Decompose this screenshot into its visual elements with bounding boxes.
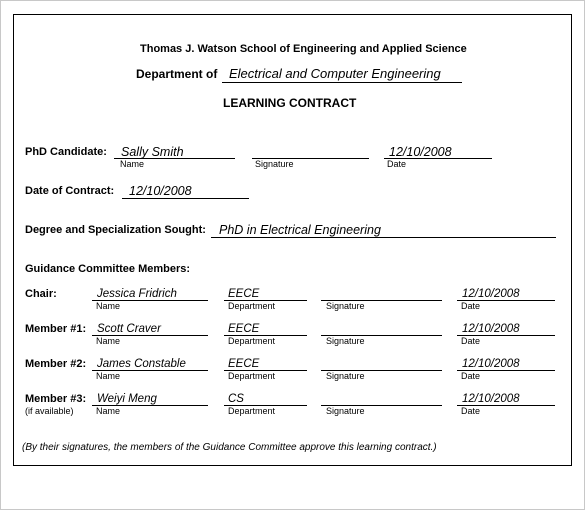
member-1-signature-caption: Signature — [326, 336, 365, 346]
candidate-date: 12/10/2008 — [389, 145, 452, 159]
degree-label: Degree and Specialization Sought: — [25, 224, 206, 236]
member-3-date-caption: Date — [461, 406, 481, 416]
member-2-signature-caption: Signature — [326, 371, 365, 381]
contract-date-label: Date of Contract: — [25, 185, 115, 197]
member-2-department-caption: Department — [228, 371, 276, 381]
candidate-signature-caption: Signature — [255, 159, 294, 169]
department-value: Electrical and Computer Engineering — [229, 66, 441, 81]
chair-name: Jessica Fridrich — [97, 288, 177, 300]
form-title: LEARNING CONTRACT — [223, 96, 357, 110]
member-2-date-caption: Date — [461, 371, 481, 381]
member-1-department-caption: Department — [228, 336, 276, 346]
member-3-signature-caption: Signature — [326, 406, 365, 416]
school-name: Thomas J. Watson School of Engineering and Applied Science — [140, 43, 467, 55]
candidate-label: PhD Candidate: — [25, 146, 107, 158]
member-3-department-caption: Department — [228, 406, 276, 416]
member-1-name-caption: Name — [96, 336, 121, 346]
chair-label: Chair: — [25, 288, 57, 300]
contract-date-value: 12/10/2008 — [129, 184, 192, 198]
chair-department: EECE — [228, 288, 260, 300]
chair-name-caption: Name — [96, 301, 121, 311]
chair-date: 12/10/2008 — [462, 288, 520, 300]
candidate-name-caption: Name — [120, 159, 145, 169]
candidate-name: Sally Smith — [121, 145, 184, 159]
candidate-date-caption: Date — [387, 159, 407, 169]
department-label: Department of — [136, 67, 218, 81]
member-3-date: 12/10/2008 — [462, 393, 520, 405]
contract-date-line — [122, 198, 249, 199]
department-underline — [222, 82, 462, 83]
member-1-date: 12/10/2008 — [462, 323, 520, 335]
learning-contract-form — [13, 14, 572, 466]
member-1-date-caption: Date — [461, 336, 481, 346]
member-2-date: 12/10/2008 — [462, 358, 520, 370]
member-3-name-caption: Name — [96, 406, 121, 416]
member-1-label: Member #1: — [25, 323, 87, 335]
member-2-department: EECE — [228, 358, 260, 370]
chair-signature-caption: Signature — [326, 301, 365, 311]
member-3-label: Member #3: — [25, 393, 87, 405]
chair-department-caption: Department — [228, 301, 276, 311]
member-1-department: EECE — [228, 323, 260, 335]
member-1-name: Scott Craver — [97, 323, 161, 335]
member-3-name: Weiyi Meng — [97, 393, 157, 405]
member-2-label: Member #2: — [25, 358, 87, 370]
member-2-name-caption: Name — [96, 371, 121, 381]
member-3-department: CS — [228, 393, 244, 405]
approval-note: (By their signatures, the members of the Guidance Committee approve this learning contract.) — [22, 442, 437, 453]
degree-line — [211, 237, 556, 238]
committee-heading: Guidance Committee Members: — [25, 263, 191, 275]
member-3-sublabel: (if available) — [25, 406, 74, 416]
member-2-name: James Constable — [97, 358, 186, 370]
degree-value: PhD in Electrical Engineering — [219, 223, 381, 237]
chair-date-caption: Date — [461, 301, 481, 311]
